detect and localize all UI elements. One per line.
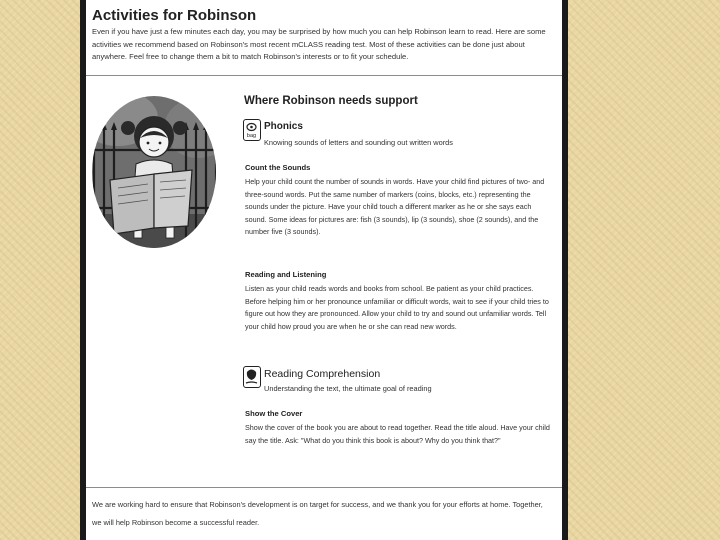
section-title-phonics: Phonics	[264, 121, 303, 132]
activity-body-show-cover: Show the cover of the book you are about to read together. Read the title aloud. Have your child say the title. Ask: "What do you think this book is about? Why do you think that?"	[245, 423, 550, 445]
footer-paragraph: We are working hard to ensure that Robinson's development is on target for success, and we thank you for your efforts at home. Together, we will help Robinson become a successful reader.	[92, 500, 543, 527]
page-title: Activities for Robinson	[92, 7, 257, 24]
divider	[86, 75, 562, 76]
divider	[86, 487, 562, 488]
activity-title-show-cover: Show the Cover	[245, 409, 303, 418]
activity-body-count-sounds: Help your child count the number of sounds in words. Have your child find pictures of two- and three-sound words. Put the same number of markers (coins, blocks, etc.) representing the sounds under the picture. Have your child touch a different marker as he or she says each sound. Some ideas for pictures are: fish (3 sounds), lip (3 sounds), shoe (2 sounds), and the number five (3 sounds).	[245, 177, 545, 237]
activity-title-reading-listening: Reading and Listening	[245, 270, 327, 279]
section-title-comprehension: Reading Comprehension	[264, 368, 381, 380]
section-subtitle-comprehension: Understanding the text, the ultimate goal of reading	[264, 384, 432, 393]
svg-text:bag: bag	[246, 133, 257, 139]
support-heading: Where Robinson needs support	[244, 95, 418, 107]
intro-paragraph: Even if you have just a few minutes each day, you may be surprised by how much you can help Robinson learn to read. Here are some activities we recommend based on Robinson's most recent mCLASS reading test. Most of these activities can be done just about anywhere. Feel free to change them a bit to match Robinson's interests or to fit your schedule.	[92, 27, 546, 62]
reading-comprehension-icon	[243, 366, 261, 388]
bag-word-icon	[243, 119, 261, 141]
activity-body-reading-listening: Listen as your child reads words and books from school. Be patient as your child practices. Before helping him or her pronounce unfamiliar or difficult words, wait to see if your child tries to figure out how they are pronounced. Allow your child to try and sound out unfamiliar words. Tell your child how proud you are when he or she can read new words.	[245, 284, 549, 331]
activity-title-count-sounds: Count the Sounds	[245, 163, 311, 172]
girl-reading-illustration	[88, 88, 220, 250]
section-subtitle-phonics: Knowing sounds of letters and sounding out written words	[264, 138, 453, 147]
report-page	[86, 0, 562, 540]
